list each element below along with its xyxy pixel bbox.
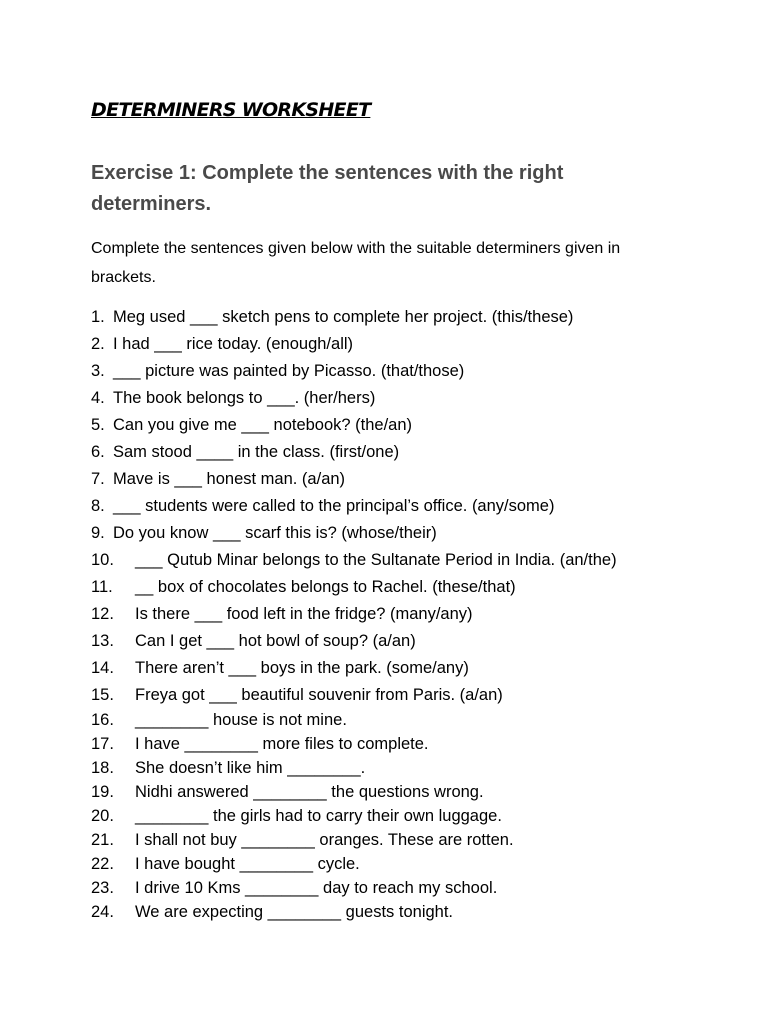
question-text: Do you know ___ scarf this is? (whose/their) xyxy=(113,524,437,542)
question-text: Can you give me ___ notebook? (the/an) xyxy=(113,416,413,434)
question-text: Sam stood ____ in the class. (first/one) xyxy=(113,443,400,461)
question-text: We are expecting ________ guests tonight. xyxy=(135,903,454,921)
question-item xyxy=(91,852,360,876)
question-item xyxy=(91,494,555,518)
question-text: I drive 10 Kms ________ day to reach my school. xyxy=(135,879,498,897)
question-text: Is there ___ food left in the fridge? (many/any) xyxy=(135,605,473,623)
question-item xyxy=(91,440,400,464)
question-item xyxy=(91,548,617,572)
question-number: 3. xyxy=(91,362,105,380)
question-text: Freya got ___ beautiful souvenir from Paris. (a/an) xyxy=(135,686,503,704)
question-number: 15. xyxy=(91,686,114,704)
question-number: 2. xyxy=(91,335,105,353)
question-item xyxy=(91,305,574,329)
question-text: Can I get ___ hot bowl of soup? (a/an) xyxy=(135,632,416,650)
question-number: 10. xyxy=(91,551,114,569)
question-item xyxy=(91,756,366,780)
question-number: 4. xyxy=(91,389,105,407)
question-item xyxy=(91,876,498,900)
question-number: 1. xyxy=(91,308,105,326)
question-text: I have bought ________ cycle. xyxy=(135,855,360,873)
question-item xyxy=(91,732,429,756)
question-number: 14. xyxy=(91,659,114,677)
question-item xyxy=(91,575,516,599)
question-item xyxy=(91,683,503,707)
question-item xyxy=(91,521,437,545)
exercise-heading: Exercise 1: Complete the sentences with the right determiners. xyxy=(91,162,564,215)
question-text: __ box of chocolates belongs to Rachel. (these/that) xyxy=(135,578,516,596)
question-text: Mave is ___ honest man. (a/an) xyxy=(113,470,346,488)
question-number: 16. xyxy=(91,711,114,729)
question-number: 22. xyxy=(91,855,114,873)
question-number: 11. xyxy=(91,578,113,596)
question-item xyxy=(91,413,413,437)
question-number: 21. xyxy=(91,831,114,849)
question-text: ________ the girls had to carry their own luggage. xyxy=(135,807,502,825)
question-number: 7. xyxy=(91,470,105,488)
question-text: ___ picture was painted by Picasso. (that/those) xyxy=(113,362,465,380)
question-item xyxy=(91,629,416,653)
question-number: 19. xyxy=(91,783,114,801)
question-item xyxy=(91,804,502,828)
question-number: 6. xyxy=(91,443,105,461)
question-item xyxy=(91,828,514,852)
question-text: She doesn’t like him ________. xyxy=(135,759,366,777)
question-text: The book belongs to ___. (her/hers) xyxy=(113,389,376,407)
question-text: ___ students were called to the principal’s office. (any/some) xyxy=(113,497,555,515)
question-number: 9. xyxy=(91,524,105,542)
question-item xyxy=(91,656,469,680)
question-number: 20. xyxy=(91,807,114,825)
question-item xyxy=(91,359,465,383)
question-text: Nidhi answered ________ the questions wrong. xyxy=(135,783,484,801)
question-text: ________ house is not mine. xyxy=(135,711,347,729)
question-item xyxy=(91,900,454,924)
question-text: Meg used ___ sketch pens to complete her project. (this/these) xyxy=(113,308,574,326)
question-item xyxy=(91,708,347,732)
question-item xyxy=(91,780,484,804)
question-item xyxy=(91,332,354,356)
question-item xyxy=(91,602,473,626)
question-number: 17. xyxy=(91,735,114,753)
question-number: 18. xyxy=(91,759,114,777)
question-text: There aren’t ___ boys in the park. (some/any) xyxy=(135,659,469,677)
question-number: 24. xyxy=(91,903,114,921)
question-text: I had ___ rice today. (enough/all) xyxy=(113,335,354,353)
question-number: 23. xyxy=(91,879,114,897)
exercise-instructions: Complete the sentences given below with the suitable determiners given in brackets. xyxy=(91,240,621,286)
question-number: 13. xyxy=(91,632,114,650)
question-text: I shall not buy ________ oranges. These are rotten. xyxy=(135,831,514,849)
worksheet-title: DETERMINERS WORKSHEET xyxy=(91,99,371,121)
question-text: I have ________ more files to complete. xyxy=(135,735,429,753)
question-number: 5. xyxy=(91,416,105,434)
question-text: ___ Qutub Minar belongs to the Sultanate Period in India. (an/the) xyxy=(135,551,617,569)
question-item xyxy=(91,467,346,491)
question-item xyxy=(91,386,376,410)
question-number: 8. xyxy=(91,497,105,515)
question-number: 12. xyxy=(91,605,114,623)
